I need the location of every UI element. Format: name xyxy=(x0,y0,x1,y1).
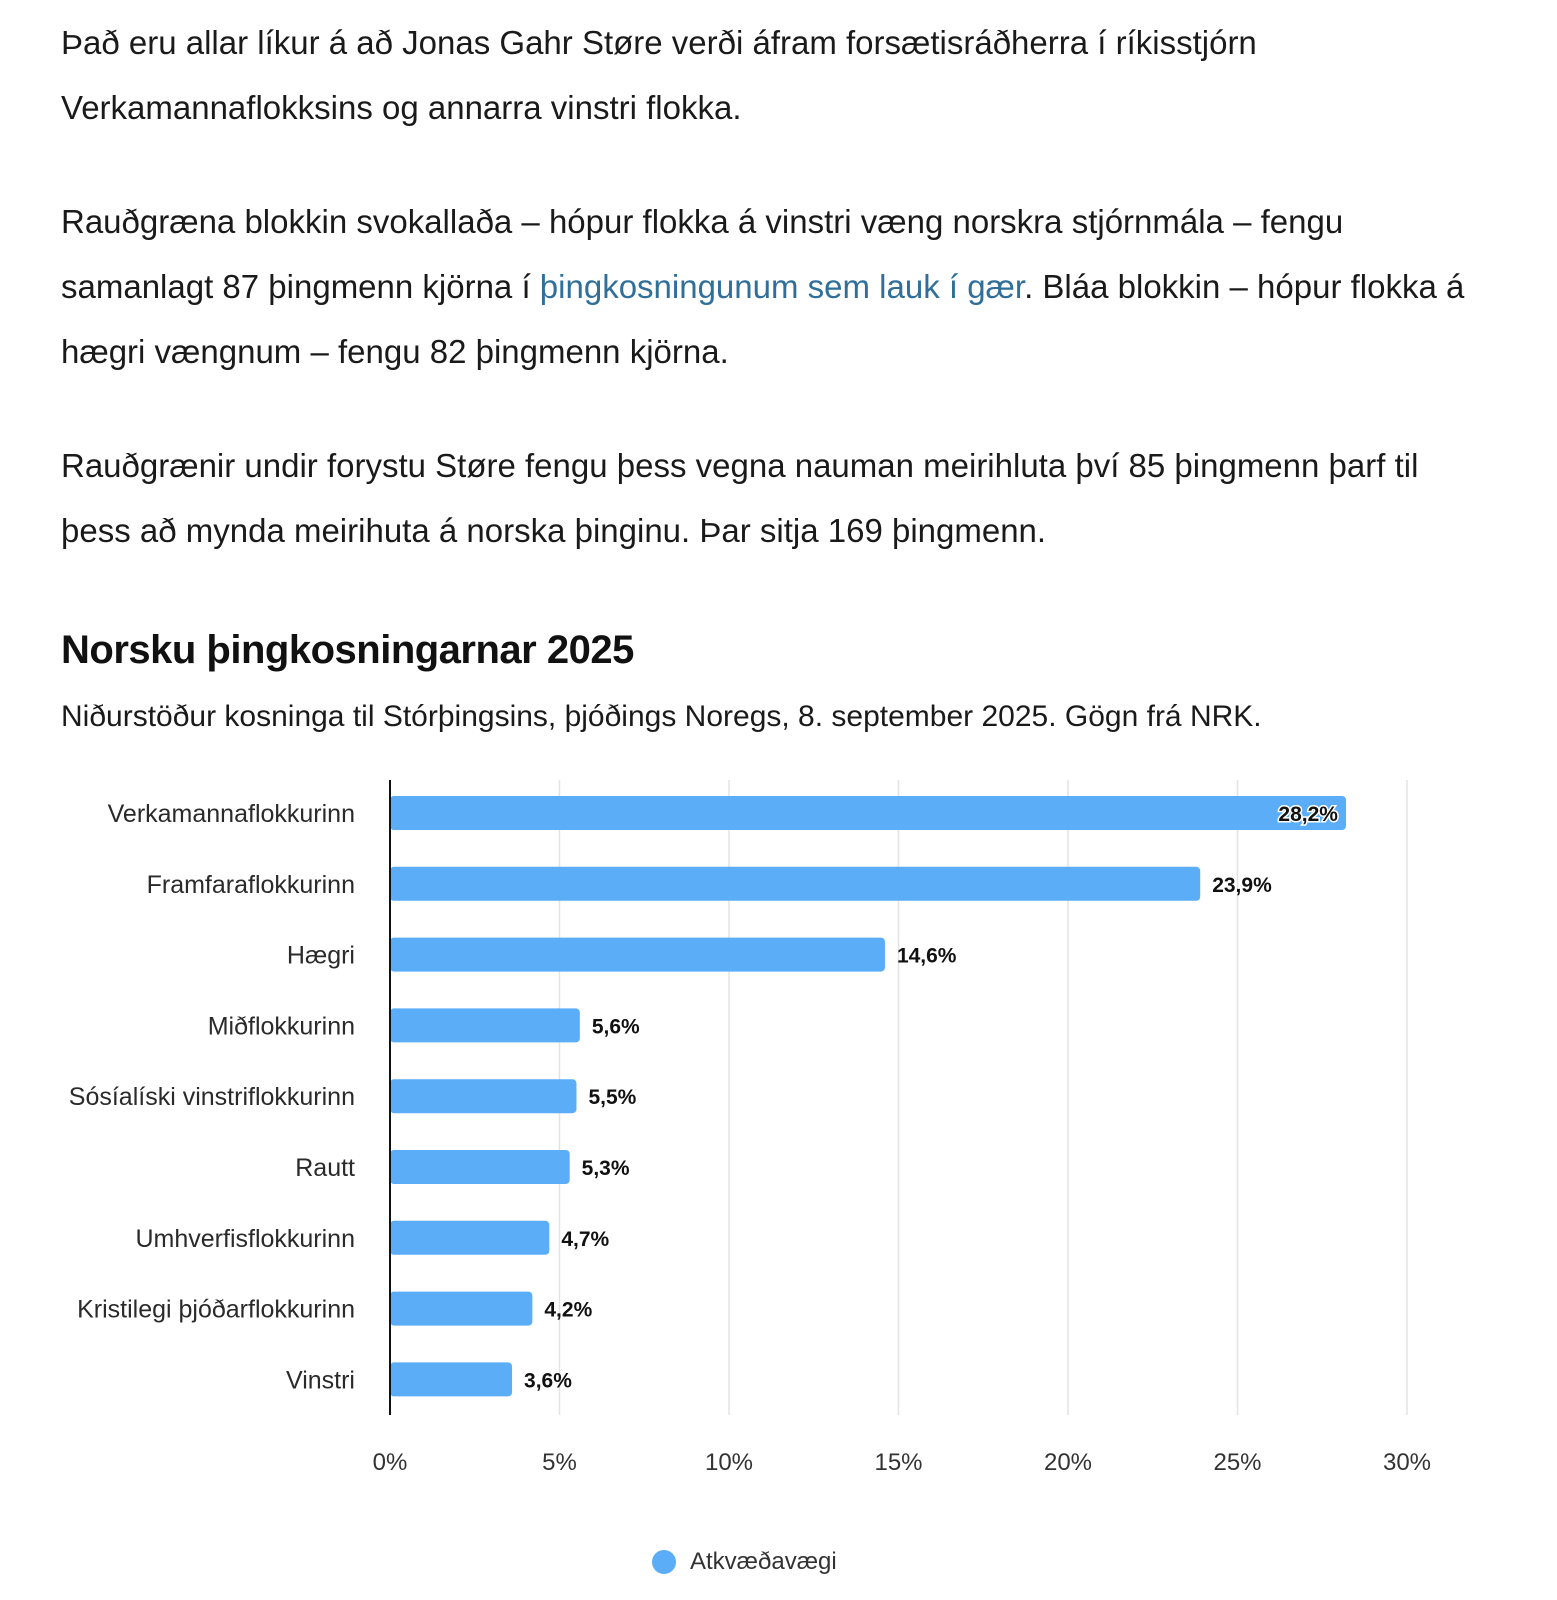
category-label: Rautt xyxy=(295,1154,355,1182)
bar xyxy=(390,1292,532,1326)
x-tick-label: 0% xyxy=(372,1449,408,1476)
bar xyxy=(390,796,1346,830)
chart-title: Norsku þingkosningarnar 2025 xyxy=(61,628,634,672)
x-tick-label: 30% xyxy=(1382,1449,1432,1476)
bar xyxy=(390,1362,512,1396)
category-label: Kristilegi þjóðarflokkurinn xyxy=(77,1295,355,1324)
category-label: Umhverfisflokkurinn xyxy=(135,1224,355,1253)
bar xyxy=(390,867,1200,901)
value-label: 4,2% xyxy=(544,1298,593,1322)
value-label: 3,6% xyxy=(524,1369,572,1393)
x-tick-label: 10% xyxy=(704,1449,754,1476)
x-tick-label: 5% xyxy=(542,1449,577,1476)
value-label: 5,3% xyxy=(581,1157,630,1180)
bar xyxy=(390,1079,576,1113)
value-label: 28,2% xyxy=(1278,803,1338,826)
x-tick-label: 25% xyxy=(1213,1449,1262,1476)
paragraph-3: Rauðgrænir undir forystu Støre fengu þess vegna nauman meirihluta því 85 þingmenn þarf til þess að mynda meirihuta á norska þinginu. Þar sitja 169 þingmenn. xyxy=(61,447,1419,549)
category-label: Vinstri xyxy=(285,1366,355,1395)
article-body xyxy=(61,10,1481,612)
chart-subtitle: Niðurstöður kosninga til Stórþingsins, þjóðings Noregs, 8. september 2025. Gögn frá NRK. xyxy=(61,700,1262,733)
value-label: 5,5% xyxy=(588,1086,637,1110)
x-tick-label: 15% xyxy=(874,1449,923,1476)
value-label: 5,6% xyxy=(591,1015,640,1039)
bar xyxy=(390,1150,570,1184)
paragraph-1: Það eru allar líkur á að Jonas Gahr Støre verði áfram forsætisráðherra í ríkisstjórn Verkamannaflokksins og annarra vinstri flokka. xyxy=(61,24,1257,126)
election-link[interactable]: þingkosningunum sem lauk í gær xyxy=(539,268,1025,305)
paragraph-2 xyxy=(61,189,1481,384)
bar xyxy=(390,938,885,972)
category-label: Framfaraflokkurinn xyxy=(146,870,355,899)
value-label: 14,6% xyxy=(896,944,957,968)
legend-label: Atkvæðavægi xyxy=(690,1548,837,1575)
paragraph-2-text-start: Rauðgræna blokkin svokallaða – hópur flokka á vinstri væng norskra stjórnmála – fengu samanlagt 87 þingmenn kjörna í xyxy=(61,203,1344,305)
category-label: Hægri xyxy=(286,941,355,970)
paragraph-2-text-end: . Bláa blokkin – hópur flokka á hægri vængnum – fengu 82 þingmenn kjörna. xyxy=(61,268,1465,370)
category-label: Sósíalíski vinstriflokkurinn xyxy=(68,1083,355,1112)
category-label: Verkamannaflokkurinn xyxy=(107,800,355,828)
x-tick-label: 20% xyxy=(1043,1449,1093,1476)
value-label: 4,7% xyxy=(561,1227,610,1251)
bar xyxy=(390,1221,549,1255)
bar xyxy=(390,1008,580,1042)
legend-swatch xyxy=(652,1550,676,1574)
bar-chart xyxy=(0,770,1557,1540)
value-label: 23,9% xyxy=(1212,873,1272,897)
chart-legend[interactable] xyxy=(652,1548,837,1576)
category-label: Miðflokkurinn xyxy=(207,1012,355,1041)
